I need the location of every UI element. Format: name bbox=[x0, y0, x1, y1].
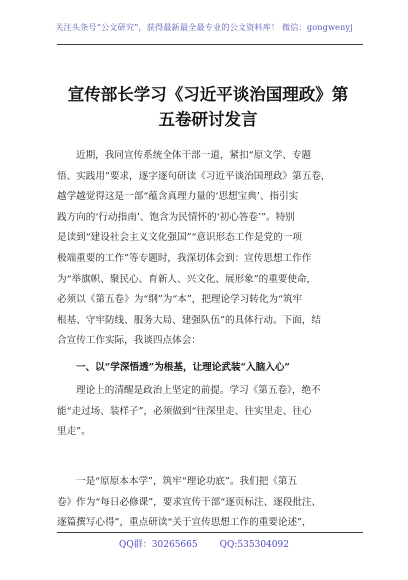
text-line: 是读到“建设社会主义文化强国”“意识形态工作是党的一项 bbox=[57, 232, 302, 244]
footer-divider bbox=[57, 532, 363, 533]
title-line: 五卷研讨发言 bbox=[158, 110, 258, 129]
text-line: 极端重要的工作”等专题时，我深切体会到：宣传思想工作作 bbox=[57, 252, 312, 264]
footer-qq-group: QQ群：30265665 bbox=[119, 540, 198, 550]
header-divider bbox=[57, 44, 363, 45]
text-line: 里走”。 bbox=[57, 426, 91, 438]
text-line: 悟、实践用”要求，逐字逐句研读《习近平谈治国理政》第五卷， bbox=[57, 170, 331, 182]
paragraph-intro bbox=[57, 146, 357, 352]
text-line: 能“走过场、装样子”，必须做到“往深里走、往实里走、往心 bbox=[57, 405, 312, 417]
text-line: 根基、守牢防线、服务大局、建强队伍”的具体行动。下面，结 bbox=[57, 314, 321, 326]
paragraph-theory bbox=[57, 381, 357, 443]
header-promo-note: 关注头条号“公文研究”，获得最新最全最专业的公文资料库！ 微信：gongwenyj bbox=[55, 22, 353, 32]
paragraph-point-one bbox=[57, 472, 357, 534]
section-heading-1: 一、以“学深悟透”为根基，让理论武装“入脑入心” bbox=[76, 362, 290, 373]
document-title bbox=[60, 82, 356, 132]
footer-contact bbox=[0, 537, 408, 550]
text-line: 越学越觉得这是一部“蕴含真理力量的‘思想宝典’、指引实 bbox=[57, 191, 299, 203]
text-line: 近期，我同宣传系统全体干部一道，紧扣“原文学、专题 bbox=[76, 150, 312, 161]
text-line: 一是“原原本本学”，筑牢“理论功底”。我们把《第五 bbox=[76, 476, 298, 487]
text-line: 合宣传工作实际，我谈四点体会： bbox=[57, 335, 201, 347]
text-line: 必须以《第五卷》为“纲”为“本”，把理论学习转化为“筑牢 bbox=[57, 294, 303, 306]
title-line: 宣传部长学习《习近平谈治国理政》第 bbox=[67, 85, 349, 104]
text-line: 卷》作为“每日必修课”，要求宣传干部“逐页标注、逐段批注、 bbox=[57, 496, 322, 508]
text-line: 为“举旗帜、聚民心、育新人、兴文化、展形象”的重要使命， bbox=[57, 273, 317, 285]
text-line: 逐篇撰写心得”，重点研读“关于宣传思想工作的重要论述”， bbox=[57, 517, 312, 529]
footer-qq-number: QQ:535304092 bbox=[219, 540, 289, 550]
text-line: 理论上的清醒是政治上坚定的前提。学习《第五卷》，绝不 bbox=[76, 385, 321, 396]
text-line: 践方向的‘行动指南’、饱含为民情怀的‘初心答卷’”。特别 bbox=[57, 211, 295, 223]
